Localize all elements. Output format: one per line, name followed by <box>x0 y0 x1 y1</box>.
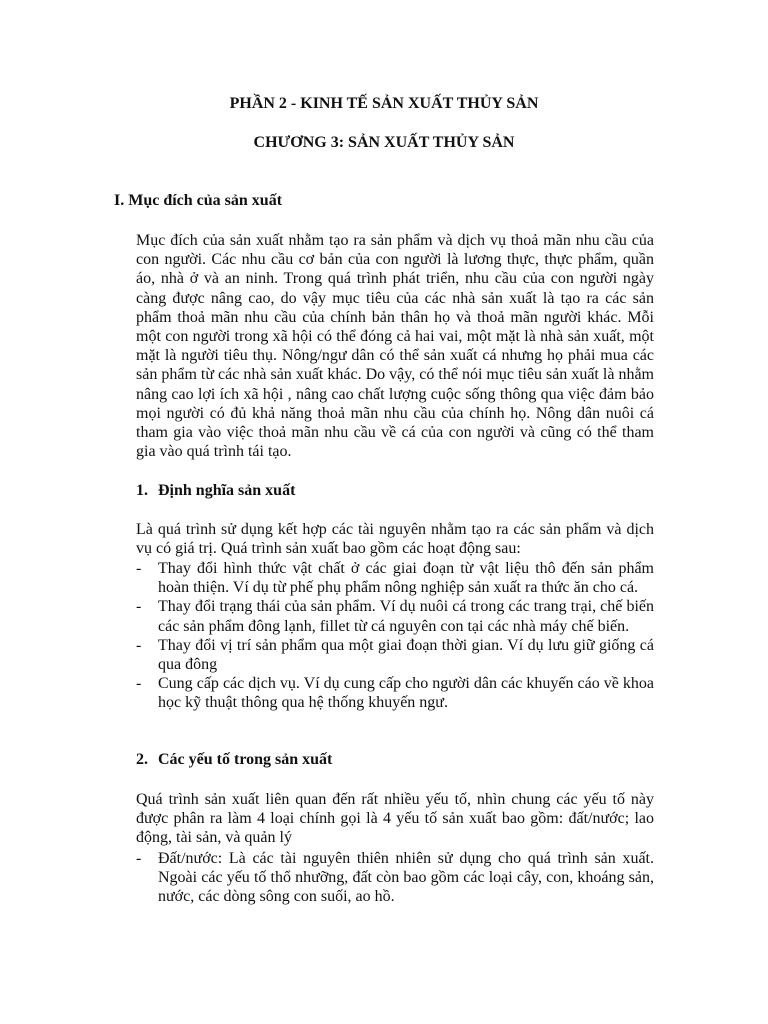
bullet-dash: - <box>136 598 142 616</box>
subsection-2-heading <box>136 750 332 770</box>
subsection-1-number: 1. <box>136 482 148 499</box>
subsection-2-number: 2. <box>136 751 148 768</box>
bullet-dash: - <box>136 636 142 654</box>
section-heading: I. Mục đích của sản xuất <box>114 192 283 209</box>
list-item <box>136 674 654 712</box>
subsection-1-intro: Là quá trình sử dụng kết hợp các tài nguyên nhằm tạo ra các sản phẩm và dịch vụ có giá trị. Quá trình sản xuất bao gồm các hoạt động sau: <box>136 521 654 558</box>
list-item <box>136 597 654 635</box>
chapter-title: CHƯƠNG 3: SẢN XUẤT THỦY SẢN <box>253 134 515 151</box>
list-item-text: Cung cấp các dịch vụ. Ví dụ cung cấp cho người dân các khuyến cáo về khoa học kỹ thuật thông qua hệ thống khuyến ngư. <box>158 675 654 712</box>
bullet-dash: - <box>136 675 142 693</box>
subsection-1-list <box>136 559 654 713</box>
subsection-2-title: Các yếu tố trong sản xuất <box>158 751 333 768</box>
bullet-dash: - <box>136 850 142 867</box>
list-item-text: Đất/nước: Là các tài nguyên thiên nhiên sử dụng cho quá trình sản xuất. Ngoài các yếu tố thổ nhưỡng, đất còn bao gồm các loại cây, con, khoáng sản, nước, các dòng sông con suối, ao hồ. <box>158 850 654 906</box>
section-paragraph: Mục đích của sản xuất nhằm tạo ra sản phẩm và dịch vụ thoả mãn nhu cầu của con người. Các nhu cầu cơ bản của con người là lương thực, thực phẩm, quần áo, nhà ở và an ninh. Trong quá trình phát triển, nhu cầu của con người ngày càng được nâng cao, do vậy mục tiêu của các nhà sản xuất là tạo ra các sản phẩm thoả mãn nhu cầu của chính bản thân họ và thoả mãn người khác. Mỗi một con người trong xã hội có thể đóng cả hai vai, một mặt là nhà sản xuất, một mặt là người tiêu thụ. Nông/ngư dân có thể sản xuất cá nhưng họ phải mua các sản phẩm từ các nhà sản xuất khác. Do vậy, có thể nói mục tiêu sản xuất là nhằm nâng cao lợi ích xã hội , nâng cao chất lượng cuộc sống thông qua việc đảm bảo mọi người có đủ khả năng thoả mãn nhu cầu của chính họ. Nông dân nuôi cá tham gia vào việc thoả mãn nhu cầu về cá của con người và cũng có thể tham gia vào quá trình tái tạo. <box>136 232 654 461</box>
list-item <box>136 559 654 597</box>
list-item-text: Thay đổi hình thức vật chất ở các giai đoạn từ vật liệu thô đến sản phẩm hoàn thiện. Ví dụ từ phế phụ phẩm nông nghiệp sản xuất ra thức ăn cho cá. <box>158 560 654 597</box>
subsection-2-intro: Quá trình sản xuất liên quan đến rất nhiều yếu tố, nhìn chung các yếu tố này được phân ra làm 4 loại chính gọi là 4 yếu tố sản xuất bao gồm: đất/nước; lao động, tài sản, và quản lý <box>136 791 654 847</box>
subsection-2-list <box>136 849 654 907</box>
list-item-text: Thay đổi trạng thái của sản phẩm. Ví dụ nuôi cá trong các trang trại, chế biến các sản phẩm đông lạnh, fillet từ cá nguyên con tại các nhà máy chế biến. <box>158 598 654 635</box>
subsection-1-heading <box>136 481 295 501</box>
list-item <box>136 636 654 674</box>
list-item <box>136 849 654 907</box>
subsection-1-title: Định nghĩa sản xuất <box>158 482 296 499</box>
part-title: PHẦN 2 - KINH TẾ SẢN XUẤT THỦY SẢN <box>229 95 539 112</box>
list-item-text: Thay đổi vị trí sản phẩm qua một giai đoạn thời gian. Ví dụ lưu giữ giống cá qua đông <box>158 636 654 674</box>
bullet-dash: - <box>136 560 142 577</box>
